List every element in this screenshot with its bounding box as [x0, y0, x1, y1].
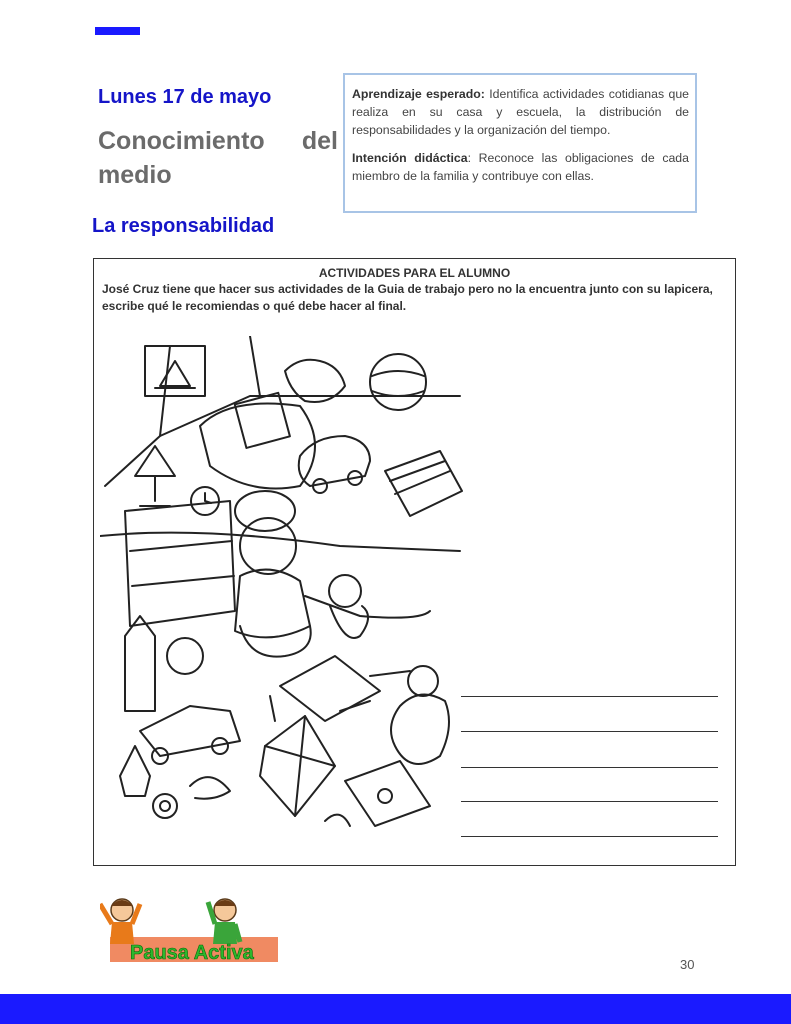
nightstand-icon: [125, 501, 235, 626]
boy-head-icon: [240, 518, 296, 574]
toy-car-icon: [299, 436, 370, 486]
subject-title: [98, 124, 338, 192]
activity-header: ACTIVIDADES PARA EL ALUMNO: [318, 266, 511, 280]
answer-line-2[interactable]: [461, 731, 718, 732]
aprendizaje-label: Aprendizaje esperado:: [352, 87, 485, 101]
pausa-activa-text: Pausa Activa: [130, 942, 254, 964]
intencion-label: Intención didáctica: [352, 151, 468, 165]
clown-doll-icon: [391, 695, 449, 764]
teddy-bear-icon: [329, 575, 361, 607]
intencion-paragraph: [352, 149, 689, 185]
toy-tower-icon: [125, 616, 155, 711]
answer-line-3[interactable]: [461, 767, 718, 768]
aprendizaje-text: Identifica actividades cotidianas que realiza en su casa y escuela, la distribución de responsabilidades y la organización del tiempo.: [352, 87, 690, 137]
answer-line-5[interactable]: [461, 836, 718, 837]
boy-body-icon: [235, 570, 310, 638]
drawing-paper-icon: [280, 656, 380, 721]
toy-ball-icon: [167, 638, 203, 674]
lesson-date: Lunes 17 de mayo: [98, 86, 272, 108]
messy-room-illustration: [100, 336, 465, 836]
ball-icon: [370, 354, 426, 410]
toy-truck-icon: [140, 706, 240, 756]
bottom-accent-bar: [0, 994, 791, 1024]
subject-word-2: del: [301, 127, 338, 155]
top-accent-bar: [95, 27, 140, 35]
subject-word-3: medio: [98, 161, 172, 189]
notebook-icon: [235, 393, 290, 448]
lamp-icon: [135, 446, 175, 476]
page-number: 30: [680, 957, 695, 972]
learning-objectives-box: [343, 73, 697, 213]
activity-instructions: José Cruz tiene que hacer sus actividades de la Guia de trabajo pero no la encuentra junto con su lapicera, escribe qué le recomiendas o qué debe hacer al final.: [102, 282, 713, 313]
answer-line-1[interactable]: [461, 696, 718, 697]
stacking-toy-icon: [120, 746, 150, 796]
pausa-activa-logo: [100, 892, 280, 967]
subject-word-1: Conocimiento: [98, 127, 265, 155]
answer-line-4[interactable]: [461, 801, 718, 802]
section-title: La responsabilidad: [92, 215, 275, 237]
books-icon: [385, 451, 462, 516]
guia-de-trabajo-icon: [345, 761, 430, 826]
aprendizaje-paragraph: [352, 85, 689, 139]
intencion-text: : Reconoce las obligaciones de cada miembro de la familia y contribuye con ellas.: [352, 151, 689, 183]
